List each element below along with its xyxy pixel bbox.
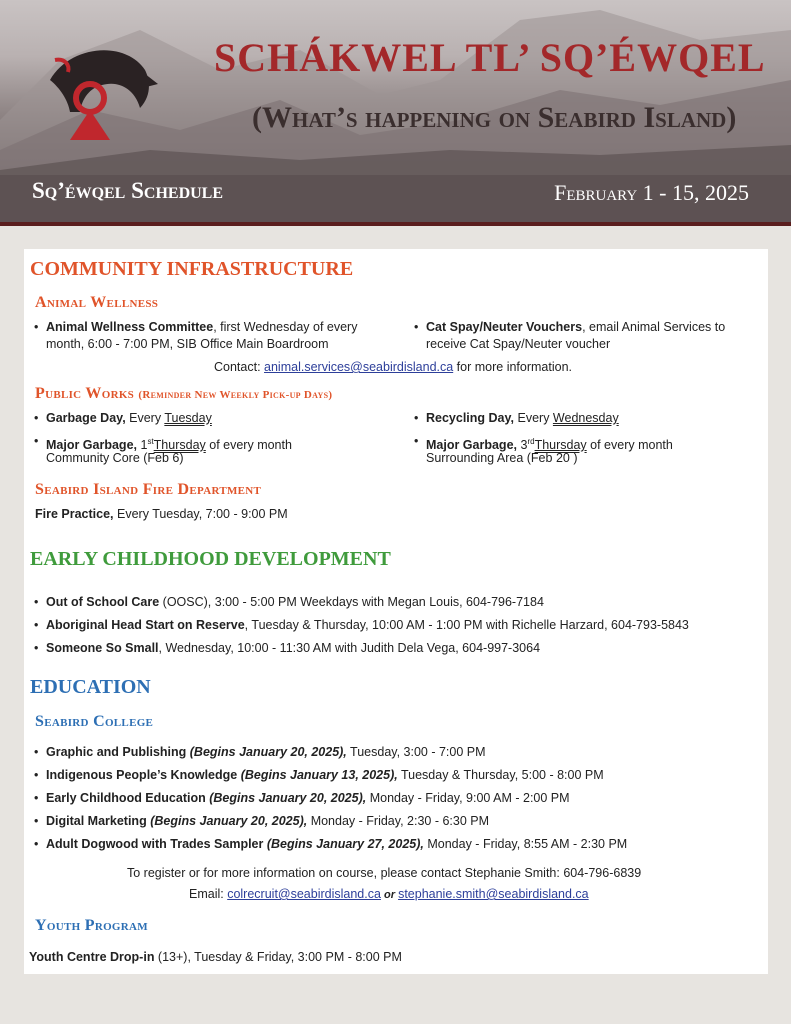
cat-voucher-item: • Cat Spay/Neuter Vouchers, email Animal Services to (426, 319, 725, 336)
college-register-text: To register or for more information on course, please contact Stephanie Smith: 604-796-6839 (127, 866, 642, 880)
recycling-day-item: • Recycling Day, Every Wednesday (426, 410, 619, 427)
public-works-note: (Reminder New Weekly Pick-up Days) (138, 389, 333, 401)
seabird-logo-icon (40, 40, 160, 150)
ecd-item-oosc: • Out of School Care (OOSC), 3:00 - 5:00 PM Weekdays with Megan Louis, 604-796-7184 (46, 594, 544, 611)
infrastructure-heading: COMMUNITY INFRASTRUCTURE (30, 258, 354, 280)
college-email-line: Email: colrecruit@seabirdisland.ca or stephanie.smith@seabirdisland.ca (189, 887, 589, 901)
major-garbage-core-line2: Community Core (Feb 6) (46, 451, 184, 465)
college-course-digital-marketing: • Digital Marketing (Begins January 20, 2025), Monday - Friday, 2:30 - 6:30 PM (46, 813, 489, 830)
youth-program-heading: Youth Program (35, 917, 148, 934)
page-title: SCHÁKWEL TL’ SQ’ÉWQEL (214, 35, 766, 80)
fire-department-heading: Seabird Island Fire Department (35, 481, 262, 498)
header-banner (0, 0, 791, 226)
seabird-college-heading: Seabird College (35, 713, 154, 730)
ecd-heading: EARLY CHILDHOOD DEVELOPMENT (30, 548, 391, 570)
youth-centre-item: Youth Centre Drop-in (13+), Tuesday & Friday, 3:00 PM - 8:00 PM (29, 950, 402, 964)
education-heading: EDUCATION (30, 676, 151, 698)
public-works-heading: Public Works (Reminder New Weekly Pick-up Days) (35, 385, 333, 402)
college-course-graphic: • Graphic and Publishing (Begins January 20, 2025), Tuesday, 3:00 - 7:00 PM (46, 744, 486, 761)
cat-voucher-line2: receive Cat Spay/Neuter voucher (426, 337, 611, 351)
schedule-label: Sq’éwqel Schedule (32, 178, 224, 203)
major-garbage-surrounding-item: • Major Garbage, 3rdThursday of every month (426, 433, 673, 454)
stephanie-email-link[interactable]: stephanie.smith@seabirdisland.ca (398, 887, 589, 901)
animal-services-email-link[interactable]: animal.services@seabirdisland.ca (264, 360, 454, 374)
animal-committee-item: • Animal Wellness Committee, first Wednesday of every (46, 319, 357, 336)
major-garbage-core-item: • Major Garbage, 1stThursday of every month (46, 433, 292, 454)
ecd-item-head-start: • Aboriginal Head Start on Reserve, Tuesday & Thursday, 10:00 AM - 1:00 PM with Richelle Harzard, 604-793-5843 (46, 617, 689, 634)
garbage-day-item: • Garbage Day, Every Tuesday (46, 410, 212, 427)
fire-practice-item: Fire Practice, Every Tuesday, 7:00 - 9:00 PM (35, 507, 288, 521)
animal-wellness-heading: Animal Wellness (35, 294, 159, 311)
college-course-ece: • Early Childhood Education (Begins January 20, 2025), Monday - Friday, 9:00 AM - 2:00 PM (46, 790, 570, 807)
college-course-indigenous: • Indigenous People’s Knowledge (Begins January 13, 2025), Tuesday & Thursday, 5:00 - 8:00 PM (46, 767, 604, 784)
major-garbage-surrounding-line2: Surrounding Area (Feb 20 ) (426, 451, 578, 465)
animal-contact: Contact: animal.services@seabirdisland.ca for more information. (214, 360, 572, 374)
college-course-adult-dogwood: • Adult Dogwood with Trades Sampler (Begins January 27, 2025), Monday - Friday, 8:55 AM - 2:30 PM (46, 836, 627, 853)
animal-committee-line2: month, 6:00 - 7:00 PM, SIB Office Main Boardroom (46, 337, 329, 351)
page-subtitle: (What’s happening on Seabird Island) (252, 101, 737, 134)
date-range: February 1 - 15, 2025 (554, 180, 749, 205)
colrecruit-email-link[interactable]: colrecruit@seabirdisland.ca (227, 887, 381, 901)
schedule-card (24, 249, 768, 974)
ecd-item-someone-so-small: • Someone So Small, Wednesday, 10:00 - 11:30 AM with Judith Dela Vega, 604-997-3064 (46, 640, 540, 657)
